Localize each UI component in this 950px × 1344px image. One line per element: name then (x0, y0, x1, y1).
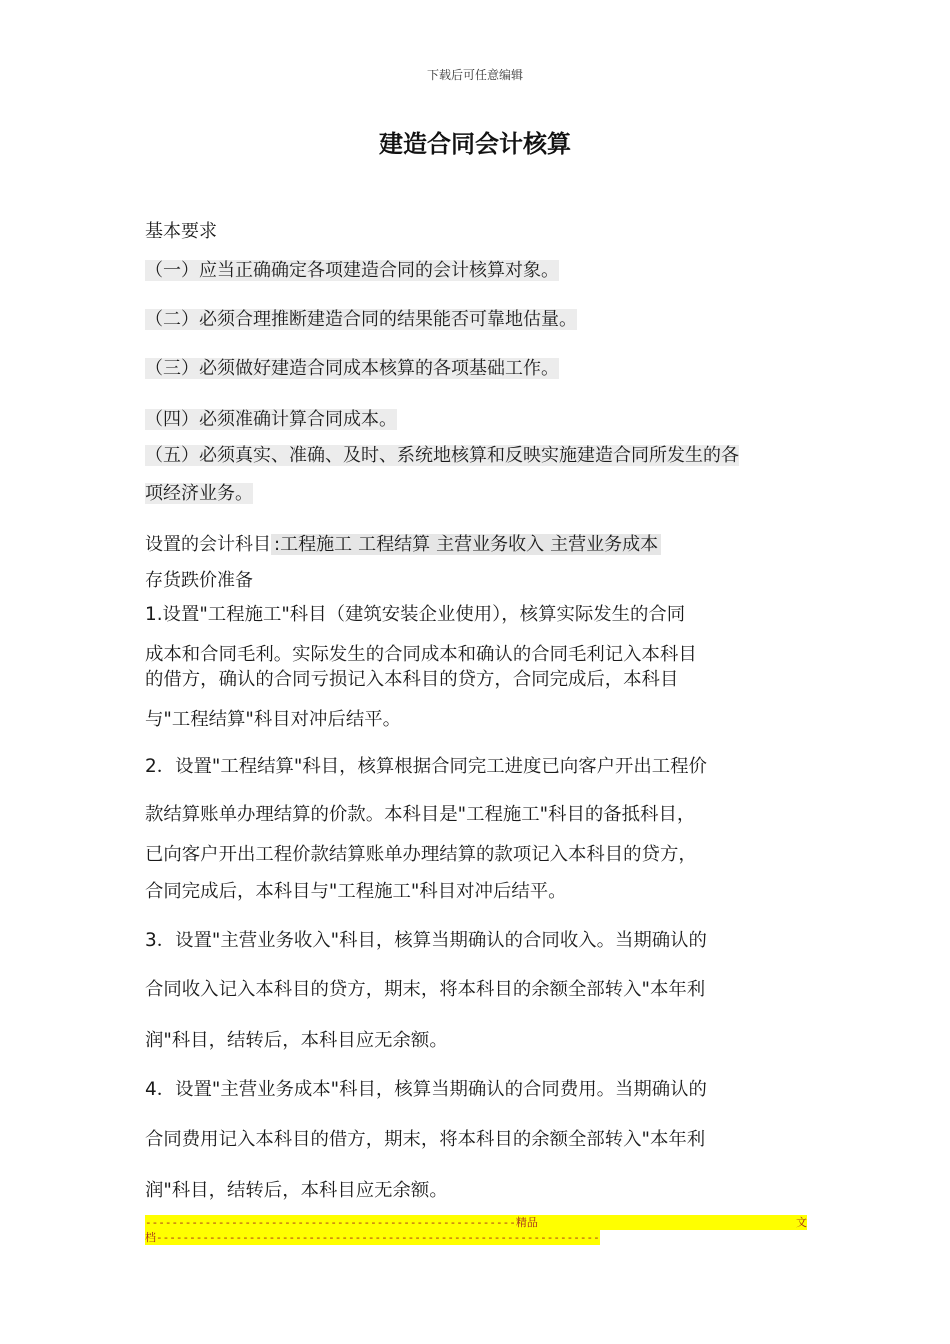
footer-banner (145, 1215, 807, 1245)
document-title: 建造合同会计核算 (379, 130, 571, 158)
section-4-line-2: 合同费用记入本科目的借方，期末，将本科目的余额全部转入"本年利 (145, 1129, 706, 1150)
section-1-line-2: 成本和合同毛利。实际发生的合同成本和确认的合同毛利记入本科目 (145, 644, 697, 665)
accounts-prefix: 设置的会计科目 (145, 534, 271, 555)
section-3-line-2: 合同收入记入本科目的贷方，期末，将本科目的余额全部转入"本年利 (145, 979, 706, 1000)
account-cost: 主营业务成本 (547, 534, 661, 555)
footer-dashes: -------------------------------------------------------- (145, 1216, 516, 1229)
footer-row-1 (145, 1215, 807, 1230)
footer-char-1: 精 (515, 1216, 527, 1229)
section-1-line-3: 的借方，确认的合同亏损记入本科目的贷方，合同完成后，本科目 (145, 669, 679, 690)
section-1-line-4: 与"工程结算"科目对冲后结平。 (145, 709, 401, 730)
account-revenue: 主营业务收入 (433, 534, 547, 555)
accounts-line-2: 存货跌价准备 (145, 570, 253, 591)
footer-char-2: 品 (526, 1216, 538, 1229)
account-settlement: 工程结算 (355, 534, 433, 555)
requirement-item-5-cont: 项经济业务。 (145, 483, 253, 504)
section-2-line-1: 2．设置"工程结算"科目，核算根据合同完工进度已向客户开出工程价 (145, 756, 707, 777)
account-construction: :工程施工 (271, 534, 355, 555)
requirement-item-3: （三）必须做好建造合同成本核算的各项基础工作。 (145, 358, 559, 379)
footer-char-3: 文 (796, 1216, 807, 1229)
section-3-line-3: 润"科目，结转后，本科目应无余额。 (145, 1030, 448, 1051)
header-note: 下载后可任意编辑 (426, 68, 523, 82)
basic-requirements-heading: 基本要求 (145, 221, 217, 242)
requirement-item-5: （五）必须真实、准确、及时、系统地核算和反映实施建造合同所发生的各 (145, 445, 739, 466)
section-4-line-1: 4．设置"主营业务成本"科目，核算当期确认的合同费用。当期确认的 (145, 1079, 707, 1100)
section-2-line-4: 合同完成后，本科目与"工程施工"科目对冲后结平。 (145, 881, 567, 902)
section-2-line-3: 已向客户开出工程价款结算账单办理结算的款项记入本科目的贷方， (145, 844, 697, 865)
accounts-line (145, 530, 807, 556)
section-2-line-2: 款结算账单办理结算的价款。本科目是"工程施工"科目的备抵科目， (145, 804, 696, 825)
section-4-line-3: 润"科目，结转后，本科目应无余额。 (145, 1180, 448, 1201)
footer-row-2: 档------------------------------------------------------------------- (145, 1231, 600, 1244)
section-1-line-1: 1.设置"工程施工"科目（建筑安装企业使用），核算实际发生的合同 (145, 604, 686, 625)
requirement-item-2: （二）必须合理推断建造合同的结果能否可靠地估量。 (145, 309, 577, 330)
section-3-line-1: 3．设置"主营业务收入"科目，核算当期确认的合同收入。当期确认的 (145, 930, 707, 951)
requirement-item-1: （一）应当正确确定各项建造合同的会计核算对象。 (145, 260, 559, 281)
requirement-item-4: （四）必须准确计算合同成本。 (145, 409, 397, 430)
